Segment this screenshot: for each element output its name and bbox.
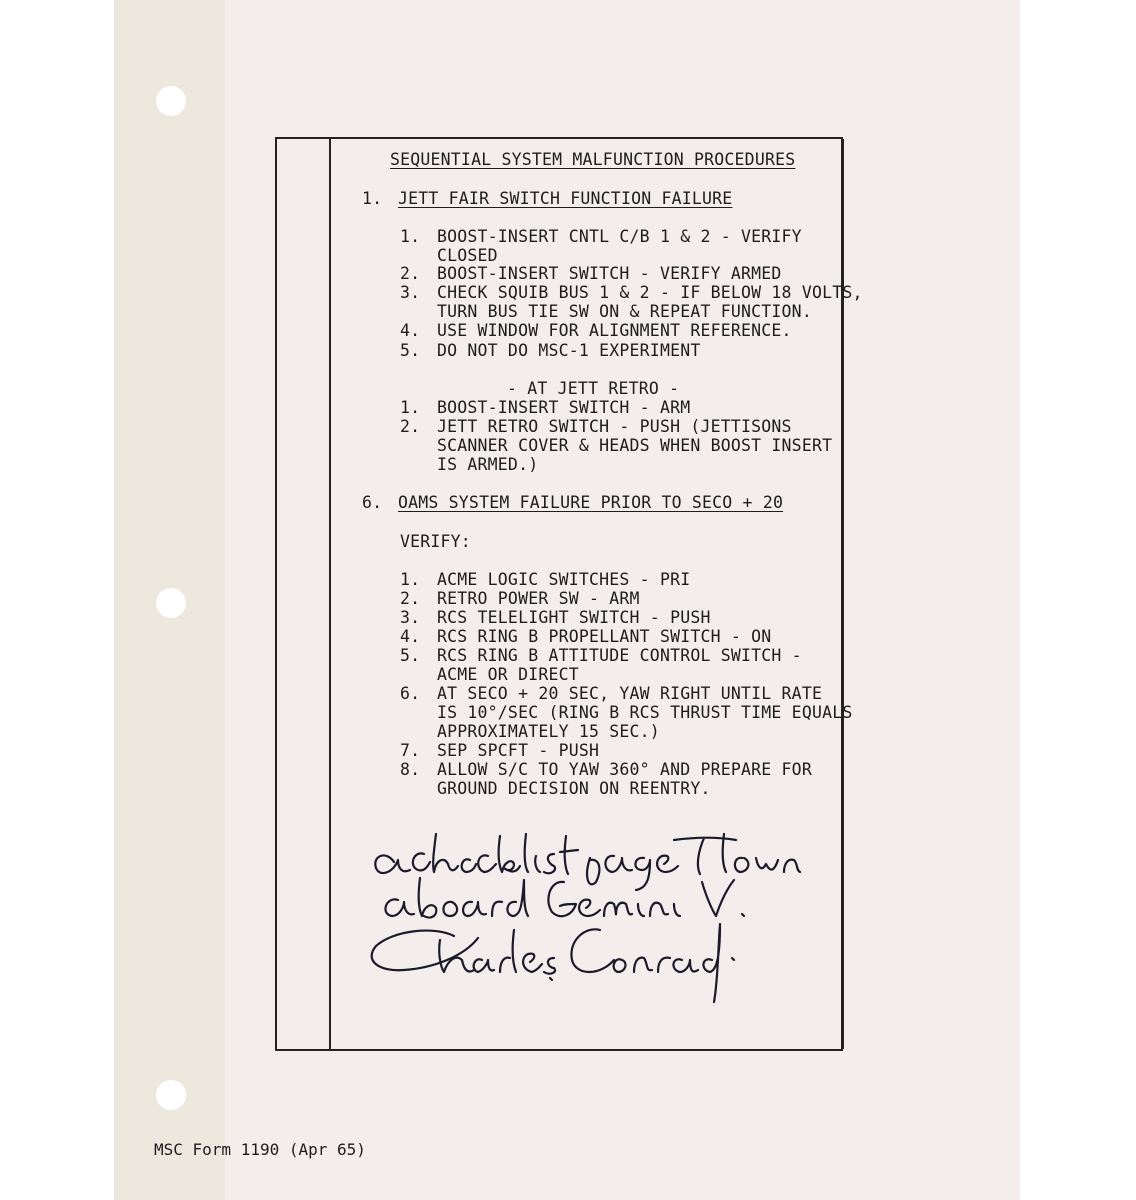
step-text: CHECK SQUIB BUS 1 & 2 - IF BELOW 18 VOLTS, TURN BUS TIE SW ON & REPEAT FUNCTION. (437, 283, 863, 321)
step-number: 3. (400, 283, 421, 302)
section-number: 6. (362, 493, 383, 512)
form-number: MSC Form 1190 (Apr 65) (154, 1140, 366, 1159)
step-text: RCS TELELIGHT SWITCH - PUSH (437, 608, 711, 627)
step-text: BOOST-INSERT SWITCH - ARM (437, 398, 691, 417)
step-text: AT SECO + 20 SEC, YAW RIGHT UNTIL RATE IS 10°/SEC (RING B RCS THRUST TIME EQUALS APPROXIMATELY 15 SEC.) (437, 684, 853, 741)
section-number: 1. (362, 189, 383, 208)
step-text: BOOST-INSERT CNTL C/B 1 & 2 - VERIFY CLOSED (437, 227, 802, 265)
step-number: 2. (400, 589, 421, 608)
binding-strip (114, 0, 225, 1200)
step-number: 5. (400, 341, 421, 360)
frame-rule-left (329, 139, 331, 1049)
step-text: RCS RING B PROPELLANT SWITCH - ON (437, 627, 772, 646)
step-text: JETT RETRO SWITCH - PUSH (JETTISONS SCANNER COVER & HEADS WHEN BOOST INSERT IS ARMED.) (437, 417, 833, 474)
step-number: 4. (400, 627, 421, 646)
step-text: SEP SPCFT - PUSH (437, 741, 600, 760)
step-number: 7. (400, 741, 421, 760)
punch-hole-top (156, 86, 186, 116)
step-number: 1. (400, 227, 421, 246)
step-number: 5. (400, 646, 421, 665)
step-text: DO NOT DO MSC-1 EXPERIMENT (437, 341, 701, 360)
section-heading: OAMS SYSTEM FAILURE PRIOR TO SECO + 20 (398, 493, 784, 512)
punch-hole-bottom (156, 1080, 186, 1110)
step-number: 8. (400, 760, 421, 779)
verify-label: VERIFY: (400, 532, 471, 551)
step-text: ALLOW S/C TO YAW 360° AND PREPARE FOR GROUND DECISION ON REENTRY. (437, 760, 812, 798)
page-title: SEQUENTIAL SYSTEM MALFUNCTION PROCEDURES (390, 150, 796, 169)
step-text: USE WINDOW FOR ALIGNMENT REFERENCE. (437, 321, 792, 340)
step-text: RCS RING B ATTITUDE CONTROL SWITCH - ACME OR DIRECT (437, 646, 802, 684)
step-text: BOOST-INSERT SWITCH - VERIFY ARMED (437, 264, 782, 283)
step-text: ACME LOGIC SWITCHES - PRI (437, 570, 691, 589)
step-number: 2. (400, 417, 421, 436)
step-number: 1. (400, 398, 421, 417)
frame-rule-right (842, 139, 844, 1049)
handwritten-inscription-signature (364, 820, 824, 1020)
step-number: 2. (400, 264, 421, 283)
punch-hole-middle (156, 588, 186, 618)
step-number: 6. (400, 684, 421, 703)
step-number: 4. (400, 321, 421, 340)
subheading: - AT JETT RETRO - (507, 379, 680, 398)
step-number: 3. (400, 608, 421, 627)
checklist-page (114, 0, 1020, 1200)
step-text: RETRO POWER SW - ARM (437, 589, 640, 608)
step-number: 1. (400, 570, 421, 589)
section-heading: JETT FAIR SWITCH FUNCTION FAILURE (398, 189, 733, 208)
